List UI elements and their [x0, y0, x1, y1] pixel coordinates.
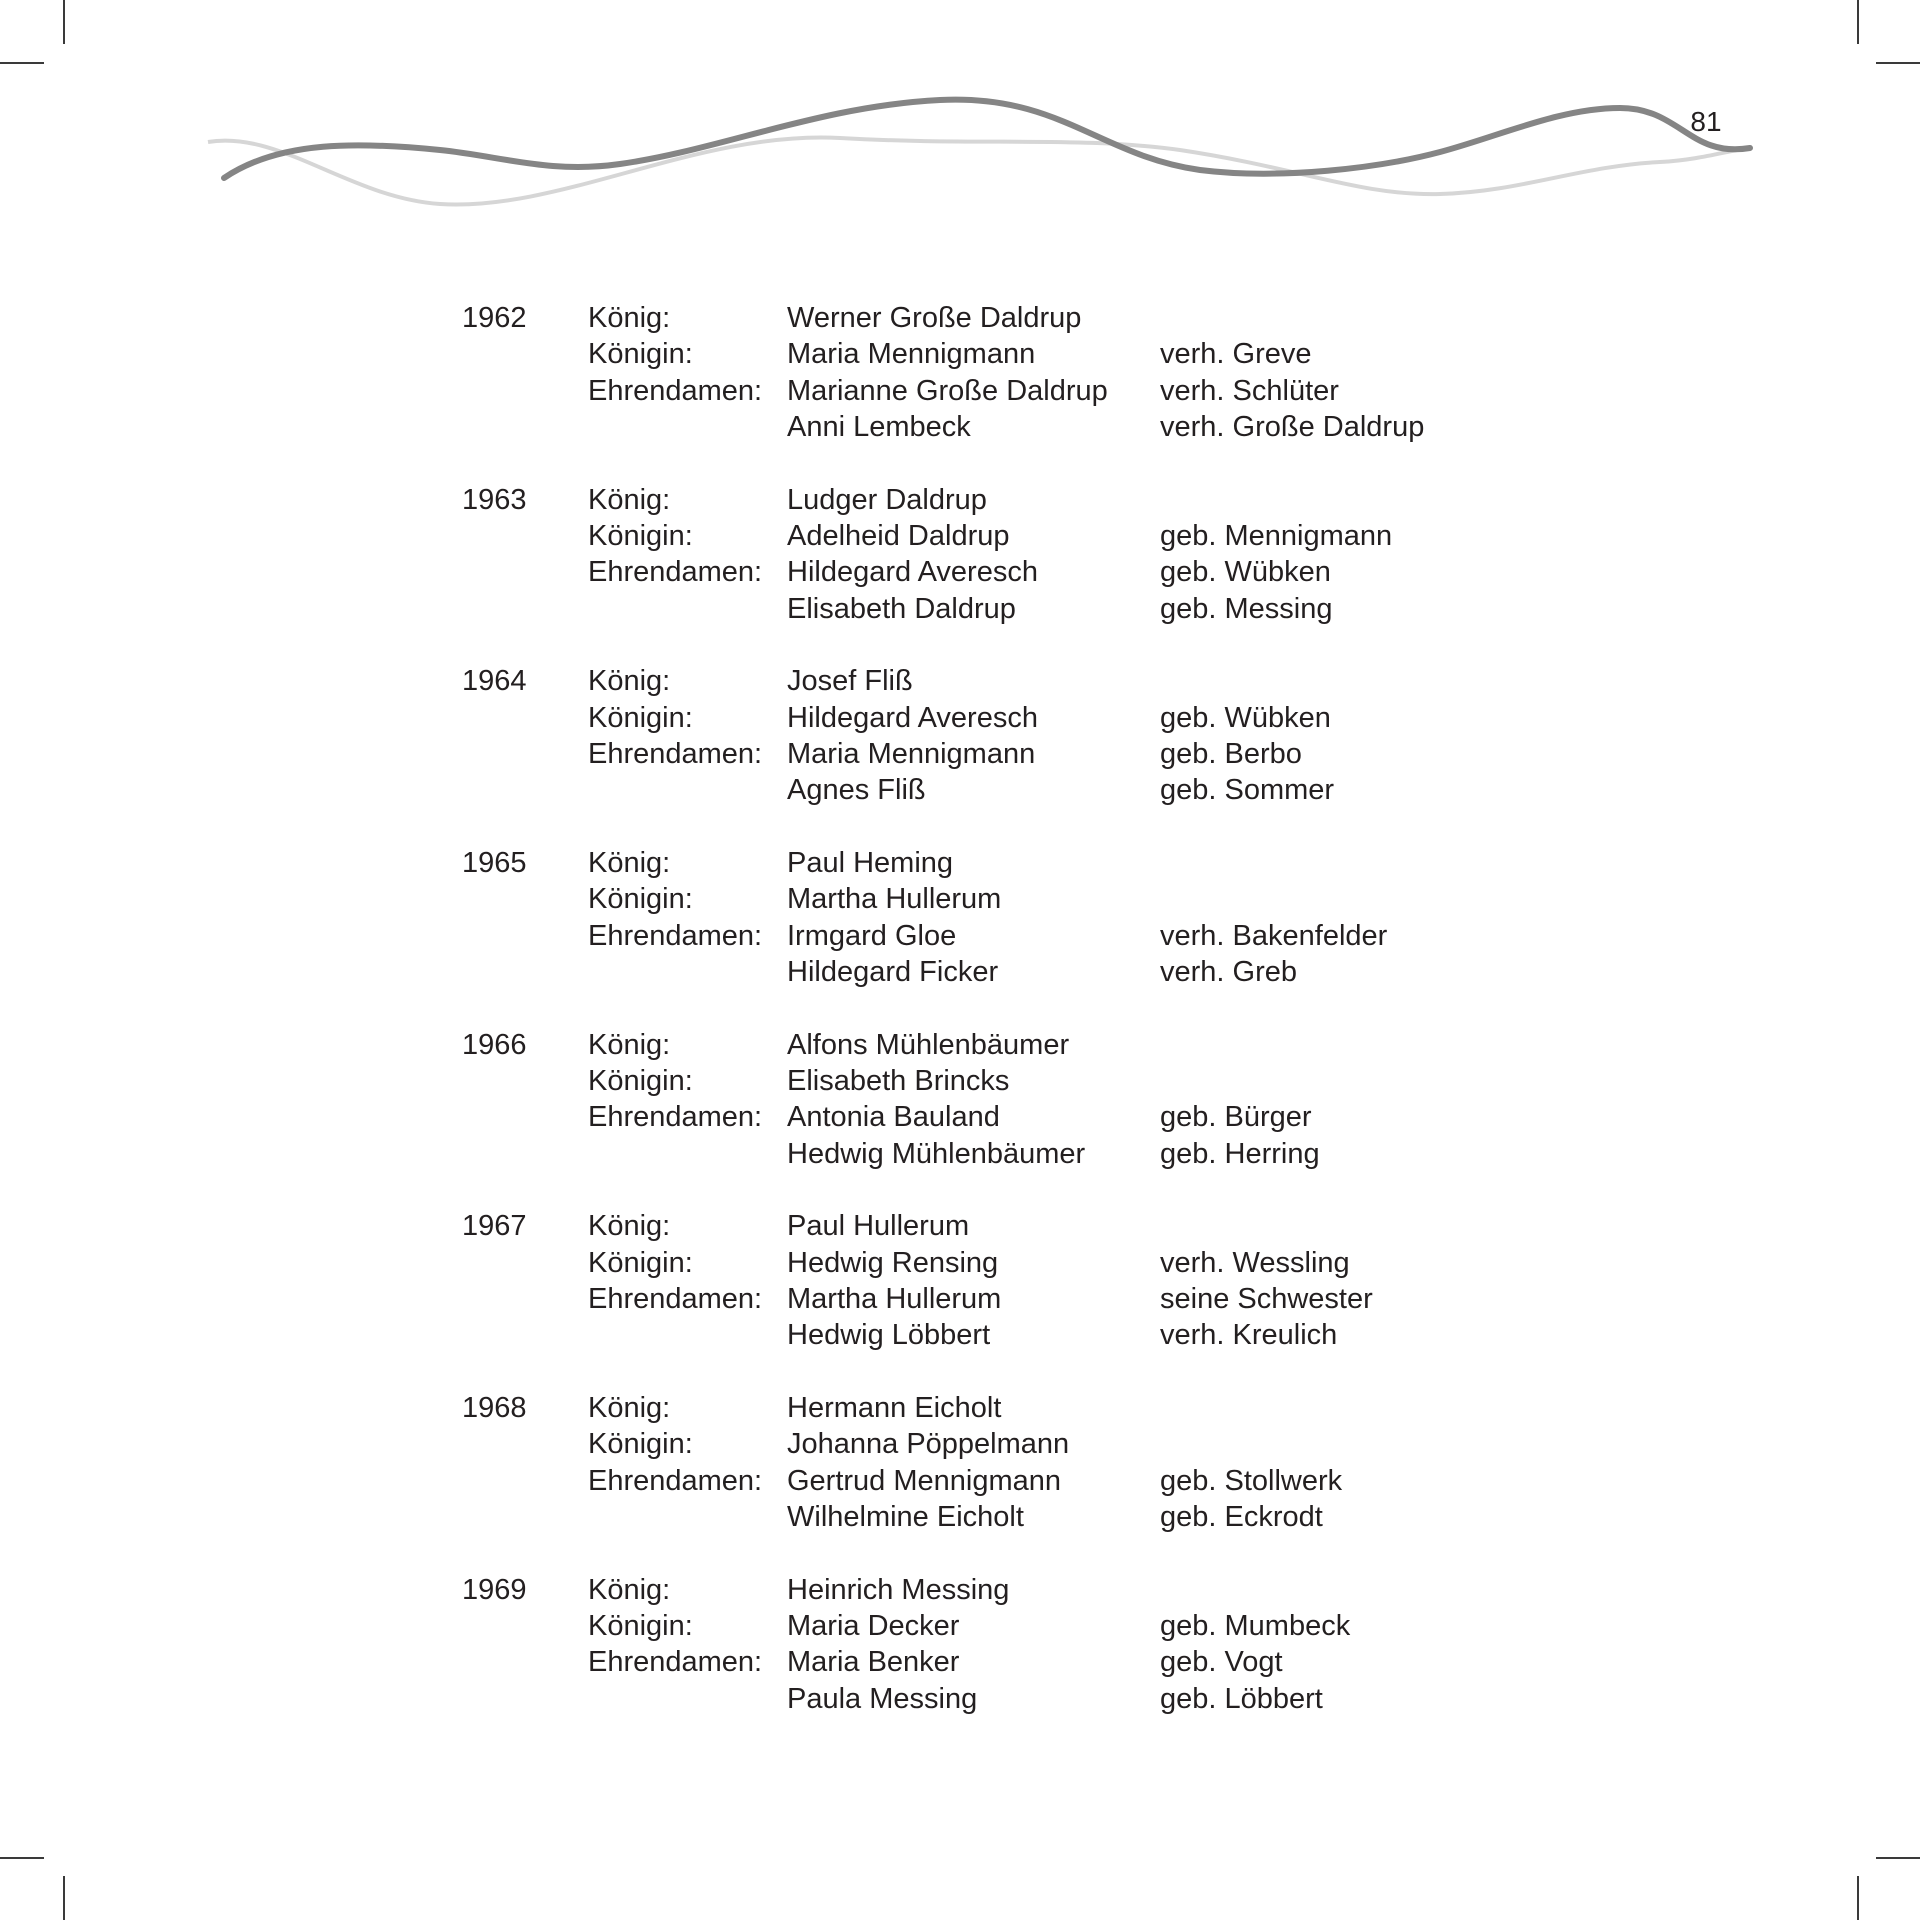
person-name: Adelheid Daldrup — [787, 519, 1010, 552]
year-label: 1966 — [462, 1028, 527, 1061]
name-note: verh. Greve — [1160, 338, 1312, 371]
role-label: Königin: — [588, 883, 693, 916]
role-label: Königin: — [588, 1246, 693, 1279]
name-note: verh. Große Daldrup — [1160, 410, 1425, 443]
person-name: Martha Hullerum — [787, 883, 1002, 916]
year-label — [462, 409, 588, 445]
entry-row — [462, 1681, 1522, 1717]
entry-row — [462, 1136, 1522, 1172]
name-note: geb. Sommer — [1160, 774, 1335, 807]
name-note: verh. Kreulich — [1160, 1319, 1338, 1352]
role-label: Ehrendamen: — [588, 1101, 763, 1134]
year-label: 1965 — [462, 847, 527, 880]
person-name: Hedwig Rensing — [787, 1246, 999, 1279]
year-label — [462, 554, 588, 590]
person-name: Alfons Mühlenbäumer — [787, 1028, 1070, 1061]
page-number: 81 — [1690, 106, 1722, 137]
name-note: verh. Greb — [1160, 955, 1297, 988]
entry-row — [462, 1245, 1522, 1281]
entry-row — [462, 918, 1522, 954]
crop-mark — [63, 1876, 65, 1920]
year-entry — [462, 1208, 1522, 1353]
name-note: geb. Herring — [1160, 1137, 1320, 1170]
name-note: geb. Berbo — [1160, 737, 1302, 770]
role-label — [588, 1681, 787, 1717]
person-name: Hedwig Mühlenbäumer — [787, 1137, 1086, 1170]
entry-row — [462, 336, 1522, 372]
crop-mark — [1876, 1857, 1920, 1859]
name-note — [1160, 300, 1520, 336]
header-wave-ornament — [0, 0, 1920, 260]
entry-row — [462, 1063, 1522, 1099]
entry-row — [462, 736, 1522, 772]
entry-row — [462, 373, 1522, 409]
year-label: 1963 — [462, 483, 527, 516]
entry-row — [462, 554, 1522, 590]
role-label — [588, 1317, 787, 1353]
name-note: geb. Stollwerk — [1160, 1464, 1343, 1497]
person-name: Elisabeth Brincks — [787, 1065, 1010, 1098]
person-name: Maria Mennigmann — [787, 338, 1036, 371]
person-name: Hildegard Ficker — [787, 955, 999, 988]
person-name: Marianne Große Daldrup — [787, 374, 1108, 407]
year-label: 1969 — [462, 1573, 527, 1606]
role-label: Ehrendamen: — [588, 1283, 763, 1316]
year-entry — [462, 663, 1522, 808]
year-label — [462, 1317, 588, 1353]
name-note — [1160, 1063, 1520, 1099]
name-note — [1160, 881, 1520, 917]
role-label: König: — [588, 665, 671, 698]
year-label — [462, 1499, 588, 1535]
name-note — [1160, 1027, 1520, 1063]
name-note: geb. Wübken — [1160, 556, 1331, 589]
person-name: Hildegard Averesch — [787, 556, 1038, 589]
person-name: Maria Benker — [787, 1646, 960, 1679]
person-name: Hermann Eicholt — [787, 1392, 1002, 1425]
role-label — [588, 954, 787, 990]
year-label — [462, 700, 588, 736]
role-label: Ehrendamen: — [588, 556, 763, 589]
entry-row — [462, 591, 1522, 627]
role-label — [588, 1499, 787, 1535]
person-name: Paul Heming — [787, 847, 954, 880]
role-label: Königin: — [588, 1065, 693, 1098]
person-name: Johanna Pöppelmann — [787, 1428, 1070, 1461]
entry-row — [462, 700, 1522, 736]
entry-row — [462, 300, 1522, 336]
name-note: geb. Vogt — [1160, 1646, 1283, 1679]
entry-row — [462, 1208, 1522, 1244]
year-label — [462, 1245, 588, 1281]
entry-row — [462, 1572, 1522, 1608]
year-label — [462, 1281, 588, 1317]
person-name: Gertrud Mennigmann — [787, 1464, 1062, 1497]
year-label — [462, 772, 588, 808]
role-label: Ehrendamen: — [588, 1646, 763, 1679]
entry-row — [462, 845, 1522, 881]
name-note: verh. Wessling — [1160, 1246, 1350, 1279]
entry-row — [462, 1281, 1522, 1317]
name-note: verh. Schlüter — [1160, 374, 1339, 407]
name-note — [1160, 663, 1520, 699]
year-entry — [462, 845, 1522, 990]
year-label — [462, 1136, 588, 1172]
year-entry — [462, 1572, 1522, 1717]
year-entry — [462, 300, 1522, 445]
year-label — [462, 1463, 588, 1499]
name-note — [1160, 1390, 1520, 1426]
role-label: Königin: — [588, 1428, 693, 1461]
name-note: geb. Mennigmann — [1160, 519, 1393, 552]
year-label — [462, 1063, 588, 1099]
entry-row — [462, 1426, 1522, 1462]
year-label — [462, 736, 588, 772]
role-label: König: — [588, 1028, 671, 1061]
role-label: König: — [588, 483, 671, 516]
name-note — [1160, 1426, 1520, 1462]
role-label — [588, 1136, 787, 1172]
person-name: Irmgard Gloe — [787, 919, 957, 952]
person-name: Ludger Daldrup — [787, 483, 987, 516]
role-label: Ehrendamen: — [588, 737, 763, 770]
name-note: geb. Bürger — [1160, 1101, 1312, 1134]
year-label — [462, 518, 588, 554]
role-label — [588, 772, 787, 808]
year-label — [462, 336, 588, 372]
year-label — [462, 1099, 588, 1135]
entry-row — [462, 1027, 1522, 1063]
person-name: Hildegard Averesch — [787, 701, 1038, 734]
role-label: Königin: — [588, 338, 693, 371]
year-label: 1964 — [462, 665, 527, 698]
name-note: geb. Löbbert — [1160, 1682, 1323, 1715]
role-label: König: — [588, 302, 671, 334]
year-label — [462, 1608, 588, 1644]
name-note: geb. Wübken — [1160, 701, 1331, 734]
entry-row — [462, 663, 1522, 699]
role-label: Ehrendamen: — [588, 919, 763, 952]
year-entry — [462, 1390, 1522, 1535]
entry-row — [462, 1463, 1522, 1499]
entry-row — [462, 482, 1522, 518]
person-name: Paul Hullerum — [787, 1210, 970, 1243]
person-name: Anni Lembeck — [787, 410, 971, 443]
person-name: Wilhelmine Eicholt — [787, 1501, 1024, 1534]
role-label: Königin: — [588, 1610, 693, 1643]
header-wave-dark — [224, 100, 1750, 178]
role-label: König: — [588, 1210, 671, 1243]
name-note — [1160, 845, 1520, 881]
entry-row — [462, 1317, 1522, 1353]
name-note — [1160, 1572, 1520, 1608]
entry-row — [462, 409, 1522, 445]
entry-row — [462, 518, 1522, 554]
year-label: 1962 — [462, 302, 527, 334]
role-label — [588, 591, 787, 627]
person-name: Josef Fliß — [787, 665, 913, 698]
person-name: Hedwig Löbbert — [787, 1319, 991, 1352]
crop-mark — [0, 1857, 44, 1859]
role-label: König: — [588, 1392, 671, 1425]
name-note: seine Schwester — [1160, 1283, 1373, 1316]
entry-row — [462, 1390, 1522, 1426]
person-name: Agnes Fliß — [787, 774, 926, 807]
person-name: Maria Mennigmann — [787, 737, 1036, 770]
person-name: Elisabeth Daldrup — [787, 592, 1016, 625]
name-note — [1160, 1208, 1520, 1244]
name-note: geb. Mumbeck — [1160, 1610, 1351, 1643]
year-entry — [462, 482, 1522, 627]
schuetzenkoenig-list — [462, 300, 1522, 1754]
role-label: Königin: — [588, 519, 693, 552]
year-label — [462, 1644, 588, 1680]
person-name: Maria Decker — [787, 1610, 960, 1643]
year-label — [462, 881, 588, 917]
name-note: verh. Bakenfelder — [1160, 919, 1388, 952]
year-entry — [462, 1027, 1522, 1172]
person-name: Werner Große Daldrup — [787, 302, 1082, 334]
name-note — [1160, 482, 1520, 518]
year-label: 1968 — [462, 1392, 527, 1425]
year-label — [462, 1681, 588, 1717]
year-label — [462, 918, 588, 954]
entry-row — [462, 1499, 1522, 1535]
entry-row — [462, 1099, 1522, 1135]
year-label — [462, 373, 588, 409]
person-name: Martha Hullerum — [787, 1283, 1002, 1316]
role-label: Ehrendamen: — [588, 1464, 763, 1497]
entry-row — [462, 772, 1522, 808]
entry-row — [462, 954, 1522, 990]
year-label — [462, 591, 588, 627]
year-label: 1967 — [462, 1210, 527, 1243]
person-name: Paula Messing — [787, 1682, 978, 1715]
person-name: Heinrich Messing — [787, 1573, 1010, 1606]
year-label — [462, 1426, 588, 1462]
entry-row — [462, 1644, 1522, 1680]
entry-row — [462, 881, 1522, 917]
role-label: König: — [588, 847, 671, 880]
crop-mark — [1857, 1876, 1859, 1920]
person-name: Antonia Bauland — [787, 1101, 1000, 1134]
role-label: Ehrendamen: — [588, 374, 763, 407]
year-label — [462, 954, 588, 990]
entry-row — [462, 1608, 1522, 1644]
role-label: König: — [588, 1573, 671, 1606]
role-label: Königin: — [588, 701, 693, 734]
name-note: geb. Eckrodt — [1160, 1501, 1323, 1534]
role-label — [588, 409, 787, 445]
name-note: geb. Messing — [1160, 592, 1333, 625]
